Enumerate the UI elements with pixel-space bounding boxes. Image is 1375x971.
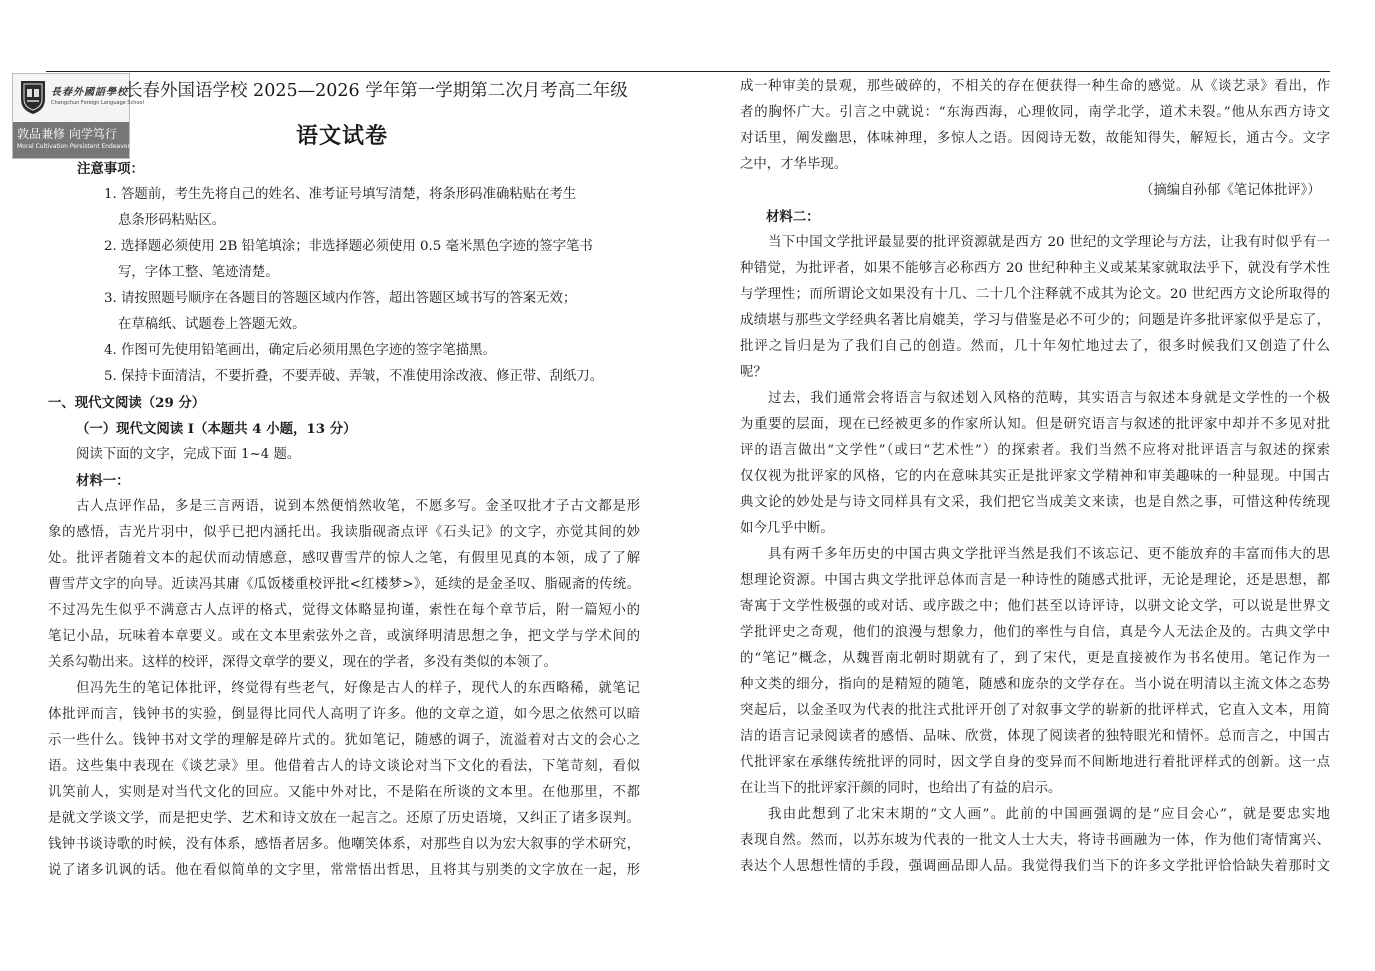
header-rule [46, 71, 1330, 72]
body-line: 曹雪芹文字的向导。近读冯其庸《瓜饭楼重校评批<红楼梦>》，延续的是金圣叹、脂砚斋的传统。 [48, 577, 640, 592]
body-line: 为重要的层面，现在已经被更多的作家所认知。但是研究语言与叙述的批评家中却并不多见对批 [740, 417, 1330, 432]
logo-motto-en: Moral Cultivation Persistent Endeavor [17, 143, 130, 150]
body-line: 体批评而言，钱钟书的实验，倒显得比同代人高明了许多。他的文章之道，如今思之依然可以暗 [48, 707, 640, 722]
school-logo [12, 73, 144, 159]
body-line: 具有两千多年历史的中国古典文学批评当然是我们不该忘记、更不能放弃的丰富而伟大的思 [768, 547, 1330, 562]
reading-prompt: 阅读下面的文字，完成下面 1~4 题。 [76, 447, 301, 462]
body-line: 处。批评者随着文本的起伏而动情感意，感叹曹雪芹的惊人之笔，有假里见真的本领，成了了解 [48, 551, 640, 566]
instruction-line: 5. 保持卡面清洁，不要折叠，不要弄破、弄皱，不准使用涂改液、修正带、刮纸刀。 [104, 369, 604, 384]
body-line: 说了诸多讥讽的话。他在看似简单的文字里，常常悟出哲思，且将其与别类的文字放在一起，形 [48, 863, 640, 878]
instructions-heading: 注意事项： [77, 161, 144, 177]
body-line: 与学理性；而所谓论文如果没有十几、二十几个注释就不成其为论文。20 世纪西方文论所取得的 [740, 287, 1330, 302]
instruction-line: 2. 选择题必须使用 2B 铅笔填涂；非选择题必须使用 0.5 毫米黑色字迹的签字笔书 [104, 239, 593, 254]
school-emblem-icon [18, 79, 48, 115]
body-line: 我由此想到了北宋末期的“文人画”。此前的中国画强调的是“应目会心”，就是要忠实地 [768, 807, 1330, 822]
instruction-line: 3. 请按照题号顺序在各题目的答题区域内作答，超出答题区域书写的答案无效； [104, 291, 577, 306]
body-line: 是就文学谈文学，而是把史学、艺术和诗文放在一起言之。还原了历史语境，又纠正了诸多误判。 [48, 811, 640, 826]
body-line: 种错觉，为批评者，如果不能够言必称西方 20 世纪种种主义或某某家就取法乎下，就没有学术性 [740, 261, 1330, 276]
body-line: 想理论资源。中国古典文学批评总体而言是一种诗性的随感式批评，无论是理论，还是思想，都 [740, 573, 1330, 588]
body-line: 示一些什么。钱钟书对文学的理解是碎片式的。犹如笔记，随感的调子，流溢着对古文的会心之 [48, 733, 640, 748]
body-line: 表达个人思想性情的手段，强调画品即人品。我觉得我们当下的许多文学批评恰恰缺失着那时文 [740, 859, 1330, 874]
body-line: 如今几乎中断。 [740, 521, 834, 536]
body-line: 在让当下的批评家汗颜的同时，也给出了有益的启示。 [740, 781, 1062, 796]
body-line: 代批评家在承继传统批评的同时，因文学自身的变异而不间断地进行着批评样式的创新。这一点 [740, 755, 1330, 770]
body-line: 钱钟书谈诗歌的时候，没有体系，感悟者居多。他嘲笑体系，对那些自以为宏大叙事的学术研究， [48, 837, 640, 852]
material-two-label: 材料二： [766, 209, 820, 225]
body-line: 讥笑前人，实则是对当代文化的回应。又能中外对比，不是陷在所谈的文本里。在他那里，不都 [48, 785, 640, 800]
body-line: 的“笔记”概念，从魏晋南北朝时期就有了，到了宋代，更是直接被作为书名使用。笔记作为一 [740, 651, 1330, 666]
body-line: 但冯先生的笔记体批评，终觉得有些老气，好像是古人的样子，现代人的东西略稀，就笔记 [76, 681, 640, 696]
body-line: 典文论的妙处是与诗文同样具有文采，我们把它当成美文来读，也是自然之事，可惜这种传统现 [740, 495, 1330, 510]
body-line: 种文类的细分，指向的是精短的随笔，随感和庞杂的文学存在。当小说在明清以主流文体之态势 [740, 677, 1330, 692]
exam-title: 长春外国语学校 2025—2026 学年第一学期第二次月考高二年级 [125, 81, 628, 101]
body-line: 关系勾勒出来。这样的校评，深得文章学的要义，现在的学者，多没有类似的本领了。 [48, 655, 557, 670]
logo-top [13, 74, 144, 122]
body-line: 仅仅视为批评家的风格，它的内在意味其实正是批评家文学精神和审美趣味的一种显现。中国古 [740, 469, 1330, 484]
body-line: 当下中国文学批评最显要的批评资源就是西方 20 世纪的文学理论与方法，让我有时似乎有一 [768, 235, 1330, 250]
body-line: 不过冯先生似乎不满意古人点评的格式，觉得文体略显拘谨，索性在每个章节后，附一篇短小的 [48, 603, 640, 618]
instruction-line: 1. 答题前，考生先将自己的姓名、准考证号填写清楚，将条形码准确粘贴在考生 [104, 187, 577, 202]
body-line: 学批评史之奇观，他们的浪漫与想象力，他们的率性与自信，真是今人无法企及的。古典文学中 [740, 625, 1330, 640]
body-line: 古人点评作品，多是三言两语，说到本然便悄然收笔，不愿多写。金圣叹批才子古文都是形 [76, 499, 640, 514]
instruction-line: 息条形码粘贴区。 [118, 213, 226, 228]
logo-motto-band [13, 122, 129, 158]
body-line: 象的感悟，吉光片羽中，似乎已把内涵托出。我读脂砚斋点评《石头记》的文字，亦觉其间的妙 [48, 525, 640, 540]
body-line: 突起后，以金圣叹为代表的批注式批评开创了对叙事文学的崭新的批评样式，它直入文本，用简 [740, 703, 1330, 718]
section-heading: 一、现代文阅读（29 分） [48, 395, 206, 411]
body-line: 寄寓于文学性极强的或对话、或序跋之中；他们甚至以诗评诗，以骈文论文学，可以说是世界文 [740, 599, 1330, 614]
logo-motto: 敦品兼修 向学笃行 [17, 127, 117, 141]
body-line: 批评之旨归是为了我们自己的创造。然而，几十年匆忙地过去了，很多时候我们又创造了什么 [740, 339, 1330, 354]
body-line: 成绩堪与那些文学经典名著比肩媲美，学习与借鉴是必不可少的；问题是许多批评家似乎是忘了， [740, 313, 1330, 328]
logo-school-name-en: Changchun Foreign Language School [51, 100, 144, 106]
body-line: 者的胸怀广大。引言之中就说：“东海西海，心理攸同，南学北学，道术未裂。”他从东西方诗文 [740, 105, 1330, 120]
instruction-line: 写，字体工整、笔迹清楚。 [118, 265, 279, 280]
body-line: 评的语言做出“文学性”（或曰“艺术性”）的探索者。我们当然不应将对批评语言与叙述的探索 [740, 443, 1330, 458]
exam-subtitle: 语文试卷 [296, 123, 389, 149]
body-line: 语。这些集中表现在《谈艺录》里。他借着古人的诗文谈论对当下文化的看法，下笔苛刻，看似 [48, 759, 640, 774]
body-line: 对话里，阐发幽思，体味神理，多惊人之语。因阅诗无数，故能知得失，解短长，通古今。文字 [740, 131, 1330, 146]
body-line: 过去，我们通常会将语言与叙述划入风格的范畴，其实语言与叙述本身就是文学性的一个极 [768, 391, 1330, 406]
logo-school-name: 長春外國語學校 [51, 87, 128, 98]
body-line: 笔记小品，玩味着本章要义。或在文本里索弦外之音，或演绎明清思想之争，把文学与学术间的 [48, 629, 640, 644]
instruction-line: 在草稿纸、试题卷上答题无效。 [118, 317, 306, 332]
material-one-source: （摘编自孙郁《笔记体批评》） [1140, 183, 1321, 198]
instruction-line: 4. 作图可先使用铅笔画出，确定后必须用黑色字迹的签字笔描黑。 [104, 343, 496, 358]
body-line: 表现自然。然而，以苏东坡为代表的一批文人士大夫，将诗书画融为一体，作为他们寄情寓兴、 [740, 833, 1330, 848]
body-line: 洁的语言记录阅读者的感悟、品味、欣赏，体现了阅读者的独特眼光和情怀。总而言之，中国古 [740, 729, 1330, 744]
subsection-heading: （一）现代文阅读 I（本题共 4 小题，13 分） [76, 421, 357, 437]
body-line: 之中，才华毕现。 [740, 157, 848, 172]
material-one-label: 材料一： [76, 473, 130, 489]
body-line: 成一种审美的景观，那些破碎的，不相关的存在便获得一种生命的感觉。从《谈艺录》看出，作 [740, 79, 1330, 94]
body-line: 呢？ [740, 365, 767, 380]
